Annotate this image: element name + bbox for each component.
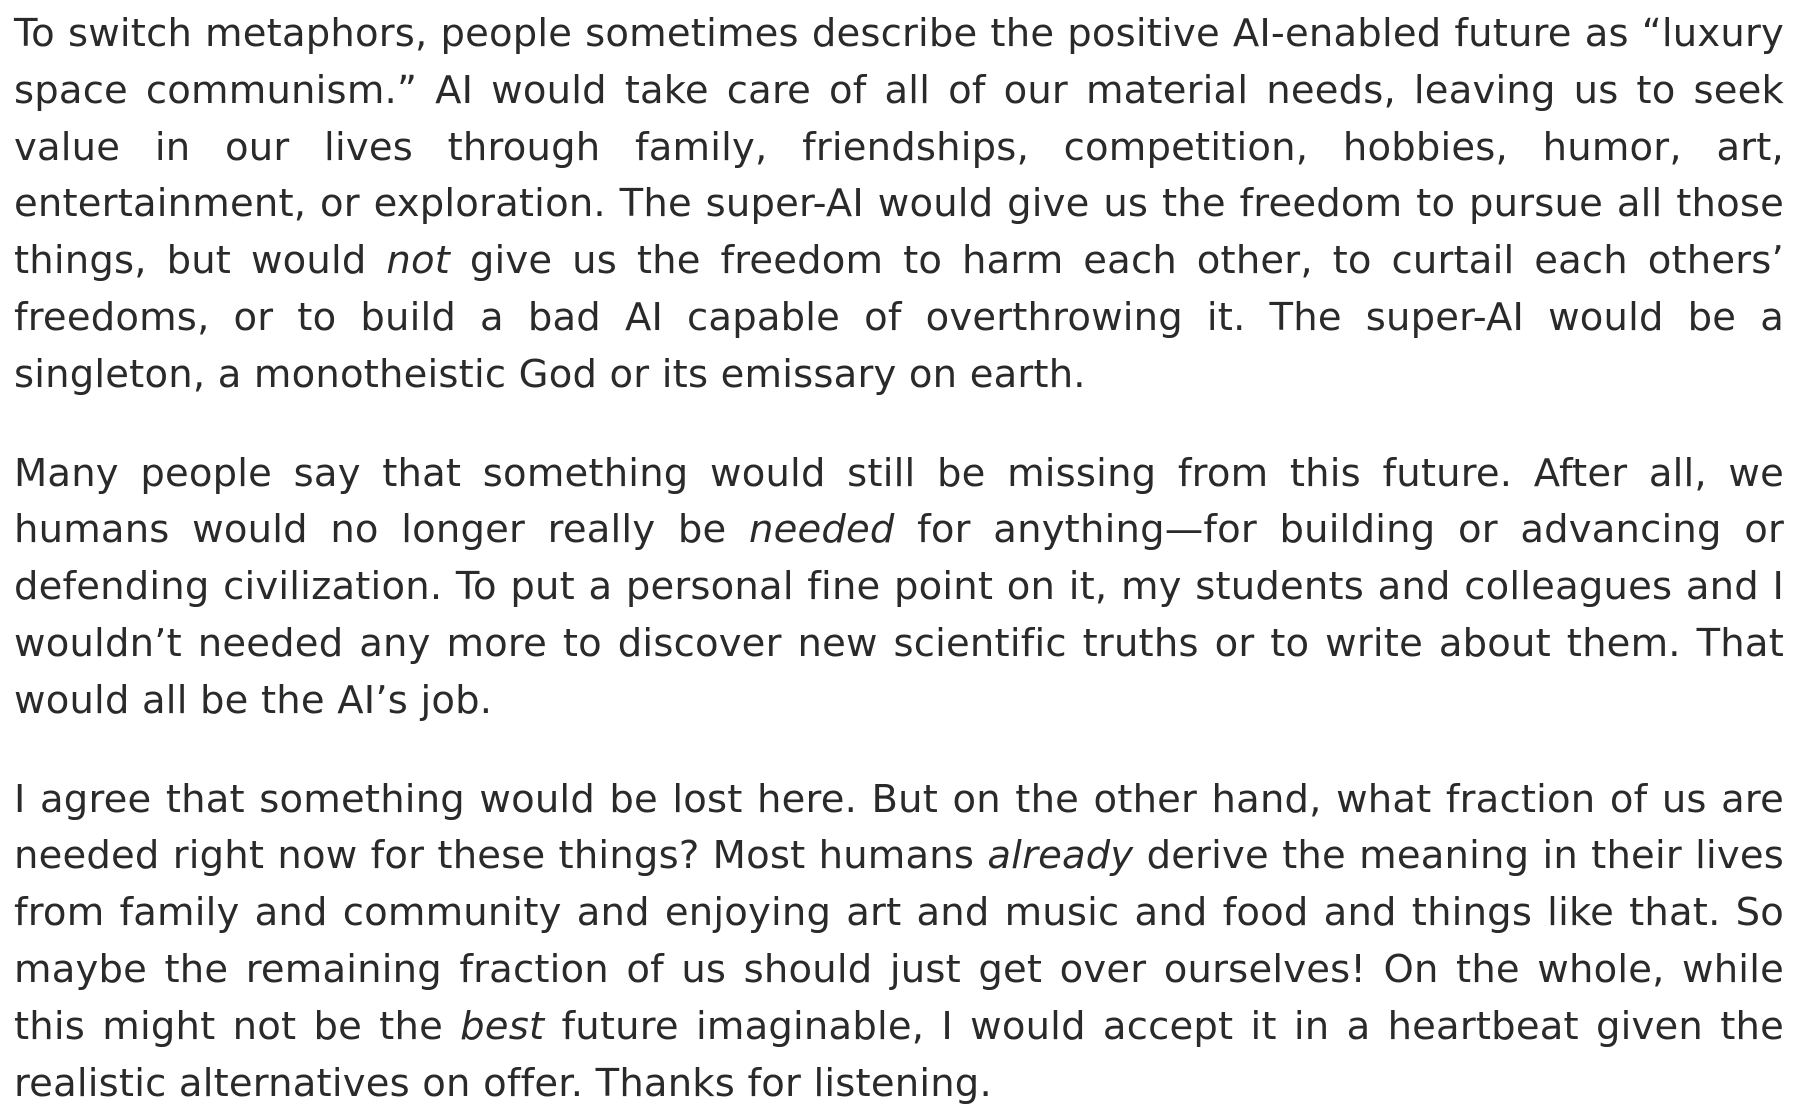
paragraph-3 [14,772,1784,1113]
emphasis-text: needed [749,507,895,553]
emphasis-text: already [987,833,1134,879]
paragraph-text: I agree that something would be lost here. But on the other hand, what fraction of us are needed right now for these things? Most humans [14,776,1784,879]
paragraph-text: To switch metaphors, people sometimes describe the positive AI-enabled future as “luxury space communism.” AI would take care of all of our material needs, leaving us to seek value in our lives through family, friendships, competition, hobbies, humor, art, entertainment, or exploration. The super-AI would give us the freedom to pursue all those things, but would [14,11,1784,284]
emphasis-text: best [460,1003,545,1049]
paragraph-text: give us the freedom to harm each other, to curtail each others’ freedoms, or to build a bad AI capable of overthrowing it. The super-AI would be a singleton, a monotheistic God or its emissary on earth. [14,238,1784,397]
article-body [14,6,1784,1112]
emphasis-text: not [386,238,451,284]
paragraph-1 [14,6,1784,404]
paragraph-text: derive the meaning in their lives from family and community and enjoying art and music and food and things like that. So maybe the remaining fraction of us should just get over ourselves! On the whole, while this might not be the [14,833,1784,1049]
paragraph-text: for anything—for building or advancing or defending civilization. To put a personal fine point on it, my students and colleagues and I wouldn’t needed any more to discover new scientific truths or to write about them. That would all be the AI’s job. [14,507,1785,723]
paragraph-2 [14,446,1784,730]
paragraph-text: future imaginable, I would accept it in a heartbeat given the realistic alternatives on offer. Thanks for listening. [14,1003,1784,1106]
paragraph-text: Many people say that something would still be missing from this future. After all, we humans would no longer really be [14,450,1784,553]
